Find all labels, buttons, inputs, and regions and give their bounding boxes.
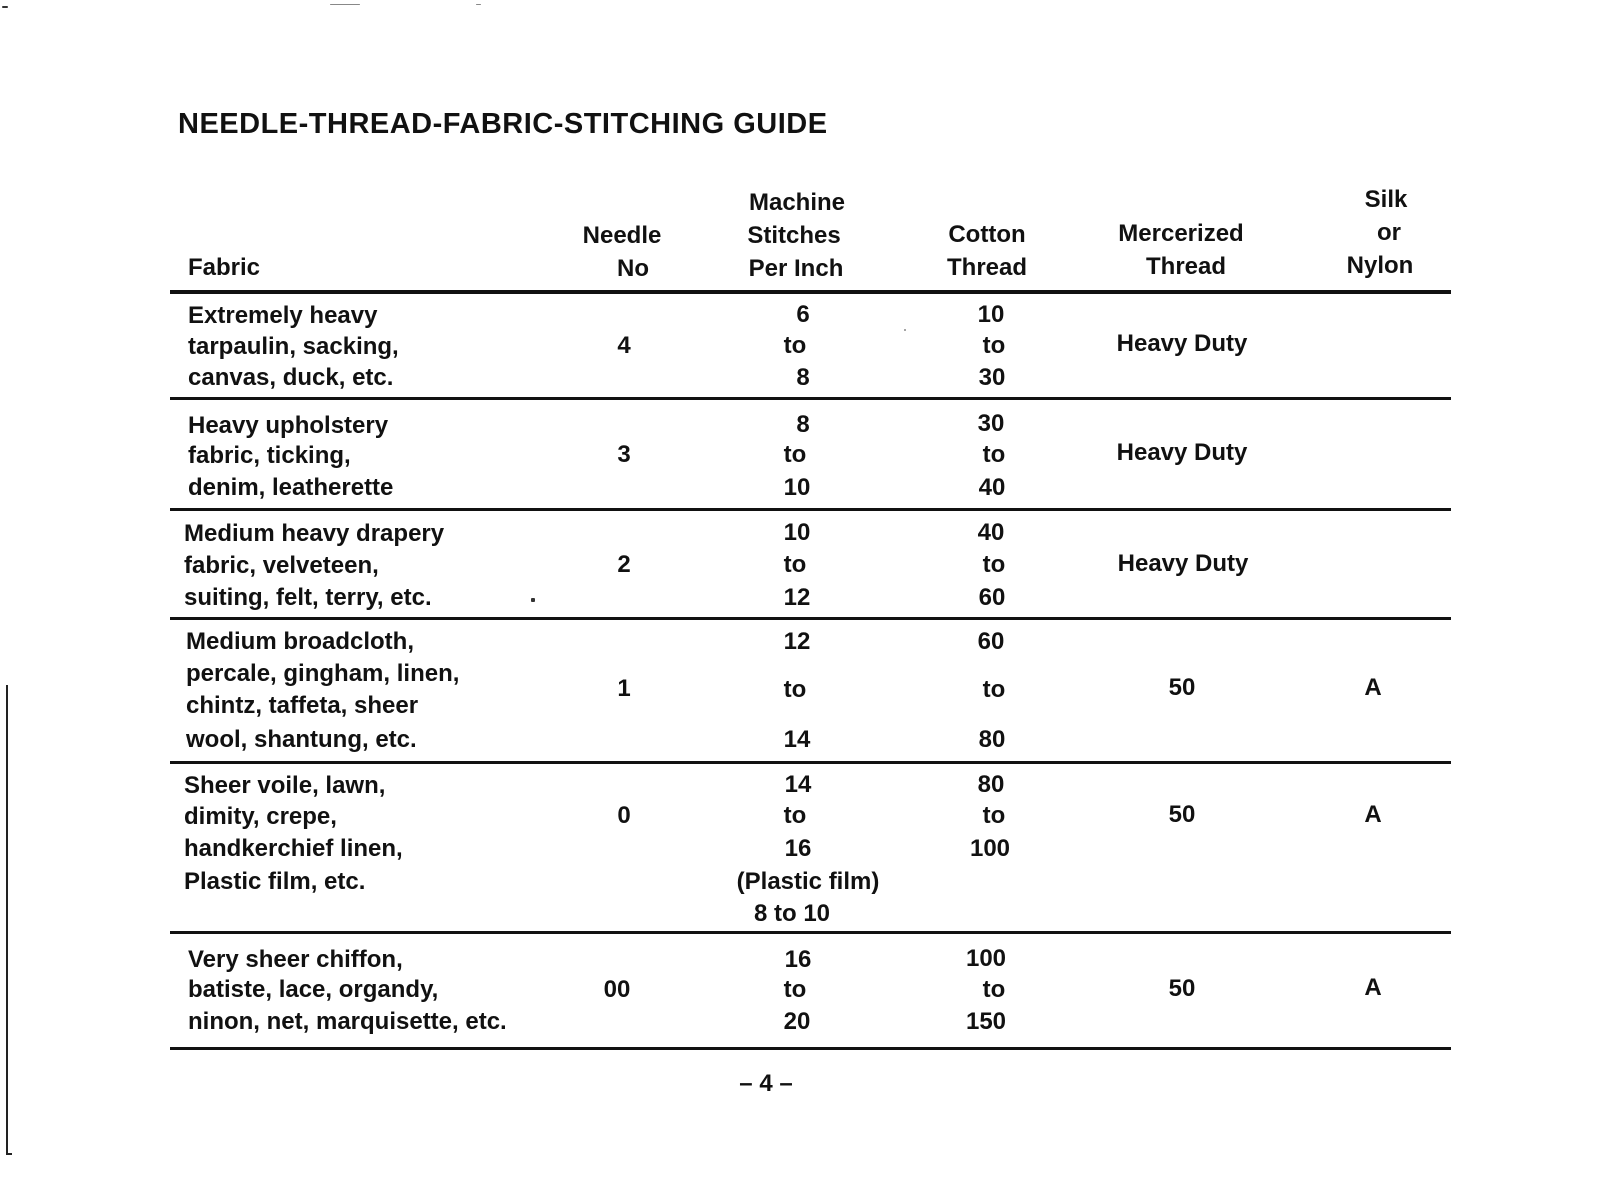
- header-silk-line1: Silk: [1364, 186, 1408, 213]
- row3-fabric-line2: fabric, velveteen,: [184, 552, 379, 579]
- row4-mercerized: 50: [1168, 674, 1196, 701]
- row6-fabric-line3: ninon, net, marquisette, etc.: [188, 1008, 507, 1035]
- row4-cotton-end: 80: [978, 726, 1006, 753]
- row2-fabric-line1: Heavy upholstery: [188, 412, 389, 439]
- row4-stitches-from: 12: [783, 628, 811, 655]
- row5-fabric-line4: Plastic film, etc.: [184, 868, 366, 895]
- row6-stitches-to: to: [783, 976, 807, 1003]
- table-bottom-rule: [170, 1047, 1451, 1050]
- row4-fabric-line4: wool, shantung, etc.: [186, 726, 417, 753]
- scan-edge-foot: [6, 1153, 12, 1155]
- row2-cotton-from: 30: [977, 410, 1005, 437]
- row5-stitches-from: 14: [784, 771, 812, 798]
- row5-fabric-line1: Sheer voile, lawn,: [184, 772, 386, 799]
- row6-cotton-to: to: [982, 976, 1006, 1003]
- row2-cotton-to: to: [982, 441, 1006, 468]
- header-needle-line1: Needle: [582, 222, 662, 249]
- scan-speck: [330, 4, 360, 5]
- row6-silk: A: [1364, 974, 1382, 1001]
- row2-stitches-from: 8: [796, 411, 810, 438]
- row3-needle: 2: [617, 551, 631, 578]
- row6-needle: 00: [603, 976, 631, 1003]
- row2-cotton-end: 40: [978, 474, 1006, 501]
- row5-mercerized: 50: [1168, 801, 1196, 828]
- row1-fabric-line3: canvas, duck, etc.: [188, 364, 394, 391]
- header-mercerized-line1: Mercerized: [1118, 220, 1244, 247]
- scan-speck: [2, 6, 8, 8]
- row2-mercerized: Heavy Duty: [1116, 439, 1248, 466]
- row4-fabric-line2: percale, gingham, linen,: [186, 660, 460, 687]
- header-rule: [170, 290, 1451, 294]
- row4-fabric-line1: Medium broadcloth,: [186, 628, 414, 655]
- row5-stitches-note: (Plastic film): [736, 868, 880, 895]
- row2-fabric-line3: denim, leatherette: [188, 474, 394, 501]
- row4-cotton-to: to: [982, 676, 1006, 703]
- row6-fabric-line1: Very sheer chiffon,: [188, 946, 403, 973]
- print-speck: [531, 598, 535, 602]
- header-needle-line2: No: [617, 255, 649, 282]
- row-rule: [170, 397, 1451, 400]
- row2-stitches-to: to: [783, 441, 807, 468]
- row3-cotton-end: 60: [978, 584, 1006, 611]
- header-silk-line3: Nylon: [1346, 252, 1414, 279]
- row1-stitches-from: 6: [796, 301, 810, 328]
- row3-fabric-line3: suiting, felt, terry, etc.: [184, 584, 432, 611]
- row4-needle: 1: [617, 675, 631, 702]
- row2-needle: 3: [617, 441, 631, 468]
- row1-needle: 4: [617, 332, 631, 359]
- row2-fabric-line2: fabric, ticking,: [188, 442, 351, 469]
- header-cotton-line1: Cotton: [948, 221, 1026, 248]
- row6-cotton-from: 100: [965, 945, 1007, 972]
- scan-speck: [904, 329, 906, 331]
- row1-stitches-end: 8: [796, 364, 810, 391]
- row6-mercerized: 50: [1168, 975, 1196, 1002]
- row1-cotton-from: 10: [977, 301, 1005, 328]
- row5-cotton-to: to: [982, 802, 1006, 829]
- row4-silk: A: [1364, 674, 1382, 701]
- row4-cotton-from: 60: [977, 628, 1005, 655]
- row4-fabric-line3: chintz, taffeta, sheer: [186, 692, 419, 719]
- scan-speck: [476, 4, 481, 5]
- row5-cotton-from: 80: [977, 771, 1005, 798]
- row5-needle: 0: [617, 802, 631, 829]
- row3-cotton-to: to: [982, 551, 1006, 578]
- header-stitches-line3: Per Inch: [748, 255, 844, 282]
- row3-stitches-end: 12: [783, 584, 811, 611]
- page-title: NEEDLE-THREAD-FABRIC-STITCHING GUIDE: [178, 108, 828, 140]
- row1-cotton-to: to: [982, 332, 1006, 359]
- row5-fabric-line2: dimity, crepe,: [184, 803, 337, 830]
- row5-fabric-line3: handkerchief linen,: [184, 835, 403, 862]
- row-rule: [170, 761, 1451, 764]
- row3-cotton-from: 40: [977, 519, 1005, 546]
- row3-stitches-to: to: [783, 551, 807, 578]
- row2-stitches-end: 10: [783, 474, 811, 501]
- row5-stitches-note-range: 8 to 10: [753, 900, 831, 927]
- row6-fabric-line2: batiste, lace, organdy,: [188, 976, 439, 1003]
- row1-fabric-line2: tarpaulin, sacking,: [188, 333, 399, 360]
- scan-edge-line: [6, 685, 8, 1155]
- row6-stitches-end: 20: [783, 1008, 811, 1035]
- header-stitches-line1: Machine: [748, 189, 846, 216]
- row6-cotton-end: 150: [965, 1008, 1007, 1035]
- page-number: – 4 –: [739, 1070, 793, 1097]
- header-silk-line2: or: [1377, 219, 1401, 246]
- row1-stitches-to: to: [783, 332, 807, 359]
- row4-stitches-to: to: [783, 676, 807, 703]
- row5-silk: A: [1364, 801, 1382, 828]
- row6-stitches-from: 16: [784, 946, 812, 973]
- header-fabric: Fabric: [188, 254, 261, 281]
- row3-stitches-from: 10: [783, 519, 811, 546]
- row-rule: [170, 931, 1451, 934]
- row3-mercerized: Heavy Duty: [1117, 550, 1249, 577]
- row4-stitches-end: 14: [783, 726, 811, 753]
- row1-fabric-line1: Extremely heavy: [188, 302, 378, 329]
- row1-cotton-end: 30: [978, 364, 1006, 391]
- row5-stitches-end: 16: [784, 835, 812, 862]
- row5-cotton-end: 100: [969, 835, 1011, 862]
- row5-stitches-to: to: [783, 802, 807, 829]
- header-cotton-line2: Thread: [946, 254, 1028, 281]
- row3-fabric-line1: Medium heavy drapery: [184, 520, 445, 547]
- header-mercerized-line2: Thread: [1145, 253, 1227, 280]
- row1-mercerized: Heavy Duty: [1116, 330, 1248, 357]
- row-rule: [170, 617, 1451, 620]
- row-rule: [170, 508, 1451, 511]
- header-stitches-line2: Stitches: [747, 222, 841, 249]
